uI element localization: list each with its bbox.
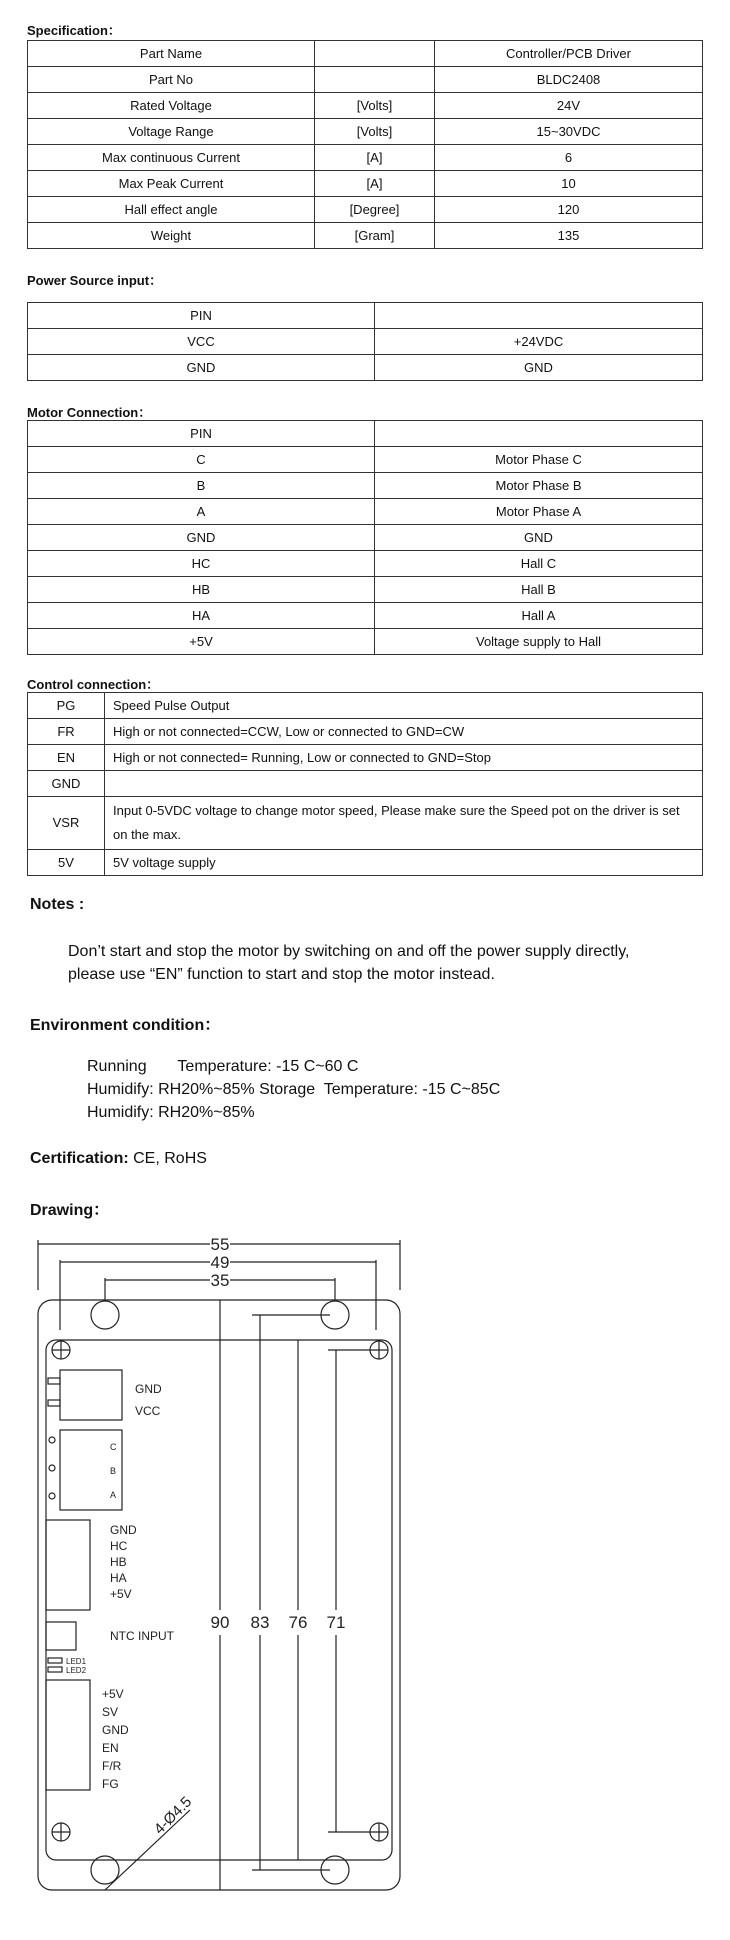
table-cell: GND <box>375 355 703 381</box>
control-title: Control connection： <box>27 677 160 692</box>
label-p5v: +5V <box>110 1587 132 1601</box>
table-cell: 24V <box>435 93 703 119</box>
label-a: A <box>110 1490 117 1500</box>
table-row <box>28 421 703 447</box>
table-cell: Motor Phase B <box>375 473 703 499</box>
dim-55: 55 <box>210 1235 230 1254</box>
label-hc: HC <box>110 1539 128 1553</box>
table-cell: Part No <box>28 67 315 93</box>
dim-35: 35 <box>210 1271 230 1290</box>
table-row <box>28 629 703 655</box>
table-row <box>28 850 703 876</box>
label-ntc: NTC INPUT <box>110 1629 174 1643</box>
label-c-fg: FG <box>102 1777 119 1791</box>
table-row <box>28 693 703 719</box>
table-cell <box>375 421 703 447</box>
env-line-1: Running Temperature: -15 C~60 C <box>87 1058 359 1075</box>
table-cell: Part Name <box>28 41 315 67</box>
table-cell: 15~30VDC <box>435 119 703 145</box>
label-hall-gnd: GND <box>110 1523 137 1537</box>
table-row <box>28 551 703 577</box>
dim-76: 76 <box>288 1613 308 1632</box>
table-cell: HB <box>28 577 375 603</box>
table-cell <box>315 67 435 93</box>
label-gnd: GND <box>135 1382 162 1396</box>
table-cell: VSR <box>28 797 105 850</box>
table-row <box>28 447 703 473</box>
env-line-2: Humidify: RH20%~85% Storage Temperature: -15 C~85C <box>87 1081 501 1098</box>
table-cell: FR <box>28 719 105 745</box>
label-vcc: VCC <box>135 1404 161 1418</box>
label-led1: LED1 <box>66 1657 87 1666</box>
label-ha: HA <box>110 1571 127 1585</box>
table-cell: Rated Voltage <box>28 93 315 119</box>
table-cell: HC <box>28 551 375 577</box>
table-row <box>28 119 703 145</box>
table-cell: C <box>28 447 375 473</box>
table-cell: Weight <box>28 223 315 249</box>
table-cell: +5V <box>28 629 375 655</box>
dim-hole: 4-Ø4.5 <box>150 1793 196 1838</box>
board-outline <box>38 1300 400 1890</box>
table-row <box>28 145 703 171</box>
table-cell: GND <box>28 771 105 797</box>
notes-line-1: Don’t start and stop the motor by switching on and off the power supply directly, <box>68 943 630 960</box>
table-cell: BLDC2408 <box>435 67 703 93</box>
table-cell: High or not connected= Running, Low or connected to GND=Stop <box>105 745 703 771</box>
table-cell: High or not connected=CCW, Low or connected to GND=CW <box>105 719 703 745</box>
table-row <box>28 197 703 223</box>
table-cell: Voltage Range <box>28 119 315 145</box>
table-row <box>28 525 703 551</box>
table-cell: Motor Phase C <box>375 447 703 473</box>
ntc-connector <box>46 1622 76 1650</box>
label-led2: LED2 <box>66 1666 87 1675</box>
label-b: B <box>110 1466 117 1476</box>
table-cell: PIN <box>28 303 375 329</box>
table-cell: Max Peak Current <box>28 171 315 197</box>
table-cell: Hall B <box>375 577 703 603</box>
table-row <box>28 577 703 603</box>
table-cell: [A] <box>315 171 435 197</box>
table-row <box>28 171 703 197</box>
dim-83: 83 <box>250 1613 270 1632</box>
table-cell: A <box>28 499 375 525</box>
table-cell: 5V <box>28 850 105 876</box>
table-cell: 6 <box>435 145 703 171</box>
table-cell: Speed Pulse Output <box>105 693 703 719</box>
dim-71: 71 <box>326 1613 346 1632</box>
table-cell: Input 0-5VDC voltage to change motor speed, Please make sure the Speed pot on the driver is set on the max. <box>105 797 703 850</box>
table-cell: [Gram] <box>315 223 435 249</box>
table-cell: Hall effect angle <box>28 197 315 223</box>
table-row <box>28 67 703 93</box>
table-row <box>28 745 703 771</box>
table-cell: [Volts] <box>315 119 435 145</box>
label-c-sv: SV <box>102 1705 119 1719</box>
table-cell: GND <box>375 525 703 551</box>
led1 <box>48 1658 62 1663</box>
spec-table <box>27 40 703 249</box>
table-cell: 120 <box>435 197 703 223</box>
spec-title: Specification： <box>27 23 121 38</box>
table-row <box>28 473 703 499</box>
table-cell: PG <box>28 693 105 719</box>
env-line-3: Humidify: RH20%~85% <box>87 1104 255 1121</box>
table-row <box>28 223 703 249</box>
table-row <box>28 303 703 329</box>
control-table <box>27 692 703 876</box>
cert-value: CE, RoHS <box>128 1150 207 1167</box>
power-table <box>27 302 703 381</box>
drawing-title: Drawing： <box>30 1202 110 1219</box>
table-row <box>28 603 703 629</box>
mount-hole-top-left <box>91 1301 119 1329</box>
hall-connector <box>46 1520 90 1610</box>
table-cell: GND <box>28 525 375 551</box>
notes-title: Notes : <box>30 896 85 913</box>
table-cell: 5V voltage supply <box>105 850 703 876</box>
table-cell: GND <box>28 355 375 381</box>
drawing <box>30 1230 410 1915</box>
table-cell: [A] <box>315 145 435 171</box>
pcb-outline <box>46 1340 392 1860</box>
power-title: Power Source input： <box>27 273 163 288</box>
table-cell: Controller/PCB Driver <box>435 41 703 67</box>
table-row <box>28 499 703 525</box>
table-cell <box>375 303 703 329</box>
table-cell: Max continuous Current <box>28 145 315 171</box>
table-cell: HA <box>28 603 375 629</box>
dim-49: 49 <box>210 1253 230 1272</box>
label-c-p5v: +5V <box>102 1687 124 1701</box>
motor-title: Motor Connection： <box>27 405 152 420</box>
table-cell <box>105 771 703 797</box>
table-cell: EN <box>28 745 105 771</box>
table-row <box>28 41 703 67</box>
label-c-en: EN <box>102 1741 119 1755</box>
cert-title: Certification: <box>30 1150 129 1167</box>
motor-table <box>27 420 703 655</box>
table-cell: [Degree] <box>315 197 435 223</box>
table-cell: B <box>28 473 375 499</box>
table-cell: Voltage supply to Hall <box>375 629 703 655</box>
table-cell: 10 <box>435 171 703 197</box>
table-cell: Hall A <box>375 603 703 629</box>
table-row <box>28 329 703 355</box>
table-cell: +24VDC <box>375 329 703 355</box>
table-cell: Hall C <box>375 551 703 577</box>
label-hb: HB <box>110 1555 127 1569</box>
table-cell: Motor Phase A <box>375 499 703 525</box>
table-row <box>28 93 703 119</box>
env-title: Environment condition： <box>30 1017 221 1034</box>
certification <box>30 1150 207 1168</box>
table-row <box>28 355 703 381</box>
label-c-gnd: GND <box>102 1723 129 1737</box>
table-cell: PIN <box>28 421 375 447</box>
dim-90: 90 <box>210 1613 230 1632</box>
table-cell: VCC <box>28 329 375 355</box>
control-connector <box>46 1680 90 1790</box>
label-c: C <box>110 1442 117 1452</box>
power-connector <box>60 1370 122 1420</box>
table-row <box>28 771 703 797</box>
table-row <box>28 797 703 850</box>
table-row <box>28 719 703 745</box>
table-cell: [Volts] <box>315 93 435 119</box>
led2 <box>48 1667 62 1672</box>
table-cell <box>315 41 435 67</box>
table-cell: 135 <box>435 223 703 249</box>
notes-line-2: please use “EN” function to start and stop the motor instead. <box>68 966 495 983</box>
label-c-fr: F/R <box>102 1759 122 1773</box>
